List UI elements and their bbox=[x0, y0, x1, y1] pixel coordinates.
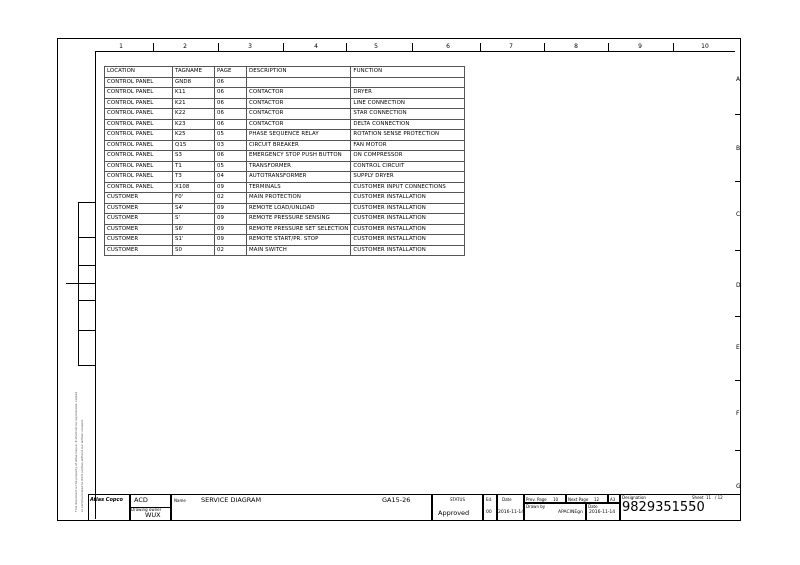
cell-description: CONTACTOR bbox=[247, 119, 351, 130]
cell-page: 05 bbox=[215, 130, 247, 141]
cell-function: CUSTOMER INSTALLATION bbox=[351, 224, 465, 235]
cell-description: EMERGENCY STOP PUSH BUTTON bbox=[247, 151, 351, 162]
cell-page: 06 bbox=[215, 77, 247, 88]
sheet-number: 11 bbox=[706, 495, 712, 500]
table-row bbox=[105, 224, 465, 235]
status-label: STATUS bbox=[450, 497, 466, 502]
model: GA15-26 bbox=[382, 496, 411, 504]
cell-description: REMOTE START/PR. STOP bbox=[247, 235, 351, 246]
table-row bbox=[105, 77, 465, 88]
left-tick bbox=[78, 202, 95, 203]
cell-function: CUSTOMER INSTALLATION bbox=[351, 193, 465, 204]
copyright-note-1: This document is the property of Atlas Copco. It shall not be reproduced, copied bbox=[74, 391, 78, 512]
cell-description: REMOTE PRESSURE SET SELECTION bbox=[247, 224, 351, 235]
row-divider bbox=[735, 250, 741, 251]
cell-function: DRYER bbox=[351, 88, 465, 99]
table-row bbox=[105, 151, 465, 162]
cell-tagname: K23 bbox=[173, 119, 215, 130]
column-number: 1 bbox=[119, 43, 123, 50]
cell-function: ON COMPRESSOR bbox=[351, 151, 465, 162]
date2-label: Date bbox=[588, 504, 598, 509]
cell-location: CUSTOMER bbox=[105, 235, 173, 246]
cell-description: TERMINALS bbox=[247, 182, 351, 193]
left-tick bbox=[78, 365, 95, 366]
row-letter: E bbox=[736, 344, 740, 351]
cell-page: 06 bbox=[215, 119, 247, 130]
cell-tagname: S4' bbox=[173, 203, 215, 214]
column-divider bbox=[153, 43, 154, 51]
parts-list-table bbox=[104, 66, 465, 256]
header-location: LOCATION bbox=[105, 67, 173, 78]
cell-page: 09 bbox=[215, 214, 247, 225]
cell-function bbox=[351, 77, 465, 88]
cell-location: CONTROL PANEL bbox=[105, 119, 173, 130]
column-number: 5 bbox=[374, 43, 378, 50]
cell-location: CONTROL PANEL bbox=[105, 151, 173, 162]
cell-location: CONTROL PANEL bbox=[105, 130, 173, 141]
drawing-name: SERVICE DIAGRAM bbox=[201, 496, 262, 504]
drawn-by-label: Drawn by bbox=[526, 504, 546, 509]
cell-tagname: T3 bbox=[173, 172, 215, 183]
cell-description: CIRCUIT BREAKER bbox=[247, 140, 351, 151]
column-number: 9 bbox=[638, 43, 642, 50]
row-letter: A bbox=[736, 76, 741, 83]
row-letter: C bbox=[736, 211, 741, 218]
row-divider bbox=[735, 450, 741, 451]
prev-page-label: Prev. Page bbox=[526, 497, 547, 502]
name-label: Name bbox=[174, 498, 186, 503]
copyright-note-2: or communicated to third parties without our written consent. bbox=[80, 418, 84, 512]
ed: 00 bbox=[486, 510, 492, 515]
row-divider bbox=[735, 380, 741, 381]
column-divider bbox=[218, 43, 219, 51]
row-letter: F bbox=[736, 410, 740, 417]
table-row bbox=[105, 245, 465, 256]
table-row bbox=[105, 109, 465, 120]
table-row bbox=[105, 203, 465, 214]
drawn-by: APACINEgn bbox=[558, 510, 583, 515]
cell-tagname: K22 bbox=[173, 109, 215, 120]
cell-description: CONTACTOR bbox=[247, 98, 351, 109]
format: A3 bbox=[610, 497, 616, 502]
cell-location: CUSTOMER bbox=[105, 245, 173, 256]
cell-page: 02 bbox=[215, 193, 247, 204]
cell-tagname: S0 bbox=[173, 245, 215, 256]
table-row bbox=[105, 130, 465, 141]
cell-function: CUSTOMER INPUT CONNECTIONS bbox=[351, 182, 465, 193]
cell-location: CUSTOMER bbox=[105, 193, 173, 204]
cell-location: CONTROL PANEL bbox=[105, 98, 173, 109]
cell-description bbox=[247, 77, 351, 88]
cell-page: 09 bbox=[215, 182, 247, 193]
row-divider bbox=[735, 114, 741, 115]
drawing-owner-label: Drawing owner bbox=[131, 507, 162, 512]
cell-page: 03 bbox=[215, 140, 247, 151]
header-tagname: TAGNAME bbox=[173, 67, 215, 78]
cell-tagname: T1 bbox=[173, 161, 215, 172]
column-divider bbox=[544, 43, 545, 51]
cell-tagname: S3 bbox=[173, 151, 215, 162]
cell-description: CONTACTOR bbox=[247, 88, 351, 99]
cell-page: 06 bbox=[215, 88, 247, 99]
prev-page: 10 bbox=[553, 497, 559, 502]
table-row bbox=[105, 98, 465, 109]
row-divider bbox=[735, 316, 741, 317]
left-tick bbox=[78, 300, 95, 301]
table-row bbox=[105, 88, 465, 99]
cell-page: 09 bbox=[215, 235, 247, 246]
header-function: FUNCTION bbox=[351, 67, 465, 78]
cell-page: 06 bbox=[215, 109, 247, 120]
cell-page: 09 bbox=[215, 224, 247, 235]
date-label: Date bbox=[502, 497, 512, 502]
cell-function: STAR CONNECTION bbox=[351, 109, 465, 120]
cell-page: 06 bbox=[215, 151, 247, 162]
cell-page: 02 bbox=[215, 245, 247, 256]
table-row bbox=[105, 235, 465, 246]
next-page-label: Next Page bbox=[568, 497, 589, 502]
cell-function: CUSTOMER INSTALLATION bbox=[351, 214, 465, 225]
header-page: PAGE bbox=[215, 67, 247, 78]
left-tick bbox=[78, 265, 95, 266]
date2: 2016-11-14 bbox=[589, 510, 616, 515]
column-divider bbox=[608, 43, 609, 51]
header-description: DESCRIPTION bbox=[247, 67, 351, 78]
cell-function: CONTROL CIRCUIT bbox=[351, 161, 465, 172]
table-row bbox=[105, 182, 465, 193]
cell-tagname: X108 bbox=[173, 182, 215, 193]
designation-label: Designation bbox=[622, 495, 646, 500]
cell-description: MAIN PROTECTION bbox=[247, 193, 351, 204]
status: Approved bbox=[438, 509, 470, 517]
table-row bbox=[105, 214, 465, 225]
cell-description: PHASE SEQUENCE RELAY bbox=[247, 130, 351, 141]
cell-function: LINE CONNECTION bbox=[351, 98, 465, 109]
cell-location: CONTROL PANEL bbox=[105, 182, 173, 193]
cell-location: CONTROL PANEL bbox=[105, 140, 173, 151]
cell-tagname: K11 bbox=[173, 88, 215, 99]
cell-tagname: Q15 bbox=[173, 140, 215, 151]
cell-description: CONTACTOR bbox=[247, 109, 351, 120]
row-divider bbox=[735, 181, 741, 182]
cell-location: CONTROL PANEL bbox=[105, 172, 173, 183]
cell-description: REMOTE LOAD/UNLOAD bbox=[247, 203, 351, 214]
column-number: 7 bbox=[509, 43, 513, 50]
ed-label: Ed. bbox=[486, 497, 493, 502]
cell-location: CUSTOMER bbox=[105, 224, 173, 235]
cell-description: REMOTE PRESSURE SENSING bbox=[247, 214, 351, 225]
cell-function: CUSTOMER INSTALLATION bbox=[351, 235, 465, 246]
left-tick bbox=[78, 330, 95, 331]
column-number: 4 bbox=[314, 43, 318, 50]
atlas-copco-logo: Atlas Copco bbox=[90, 497, 123, 503]
cell-location: CUSTOMER bbox=[105, 203, 173, 214]
cell-page: 04 bbox=[215, 172, 247, 183]
column-divider bbox=[283, 43, 284, 51]
cell-location: CONTROL PANEL bbox=[105, 109, 173, 120]
column-divider bbox=[673, 43, 674, 51]
cell-tagname: GND8 bbox=[173, 77, 215, 88]
cell-tagname: S' bbox=[173, 214, 215, 225]
table-row bbox=[105, 193, 465, 204]
row-letter: B bbox=[736, 145, 741, 152]
table-row bbox=[105, 161, 465, 172]
cell-description: MAIN SWITCH bbox=[247, 245, 351, 256]
cell-page: 05 bbox=[215, 161, 247, 172]
row-letter: D bbox=[736, 282, 741, 289]
cell-location: CUSTOMER bbox=[105, 214, 173, 225]
drawing-owner: WUX bbox=[145, 511, 161, 519]
company: ACD bbox=[134, 496, 148, 504]
cell-location: CONTROL PANEL bbox=[105, 161, 173, 172]
table-row bbox=[105, 172, 465, 183]
table-row bbox=[105, 140, 465, 151]
cell-tagname: K21 bbox=[173, 98, 215, 109]
cell-page: 09 bbox=[215, 203, 247, 214]
cell-function: CUSTOMER INSTALLATION bbox=[351, 245, 465, 256]
designation: 9829351550 bbox=[622, 500, 705, 515]
row-letter: G bbox=[736, 483, 741, 490]
cell-location: CONTROL PANEL bbox=[105, 77, 173, 88]
column-number: 6 bbox=[446, 43, 450, 50]
column-number: 8 bbox=[574, 43, 578, 50]
cell-location: CONTROL PANEL bbox=[105, 88, 173, 99]
cell-description: TRANSFORMER bbox=[247, 161, 351, 172]
cell-tagname: S6' bbox=[173, 224, 215, 235]
table-header-row bbox=[105, 67, 465, 78]
date: 2016-11-14 bbox=[498, 510, 525, 515]
cell-tagname: S1' bbox=[173, 235, 215, 246]
cell-function: CUSTOMER INSTALLATION bbox=[351, 203, 465, 214]
column-number: 10 bbox=[701, 43, 709, 50]
cell-function: SUPPLY DRYER bbox=[351, 172, 465, 183]
left-tick bbox=[78, 237, 95, 238]
cell-function: FAN MOTOR bbox=[351, 140, 465, 151]
column-number: 2 bbox=[183, 43, 187, 50]
cell-tagname: K25 bbox=[173, 130, 215, 141]
sheet-total: / 12 bbox=[715, 495, 723, 500]
cell-tagname: F0' bbox=[173, 193, 215, 204]
next-page: 12 bbox=[594, 497, 600, 502]
cell-description: AUTOTRANSFORMER bbox=[247, 172, 351, 183]
left-tick bbox=[66, 283, 95, 284]
column-divider bbox=[412, 43, 413, 51]
table-row bbox=[105, 119, 465, 130]
column-number: 3 bbox=[248, 43, 252, 50]
cell-page: 06 bbox=[215, 98, 247, 109]
column-divider bbox=[480, 43, 481, 51]
cell-function: DELTA CONNECTION bbox=[351, 119, 465, 130]
sheet-label: Sheet bbox=[692, 495, 704, 500]
column-divider bbox=[346, 43, 347, 51]
cell-function: ROTATION SENSE PROTECTION bbox=[351, 130, 465, 141]
